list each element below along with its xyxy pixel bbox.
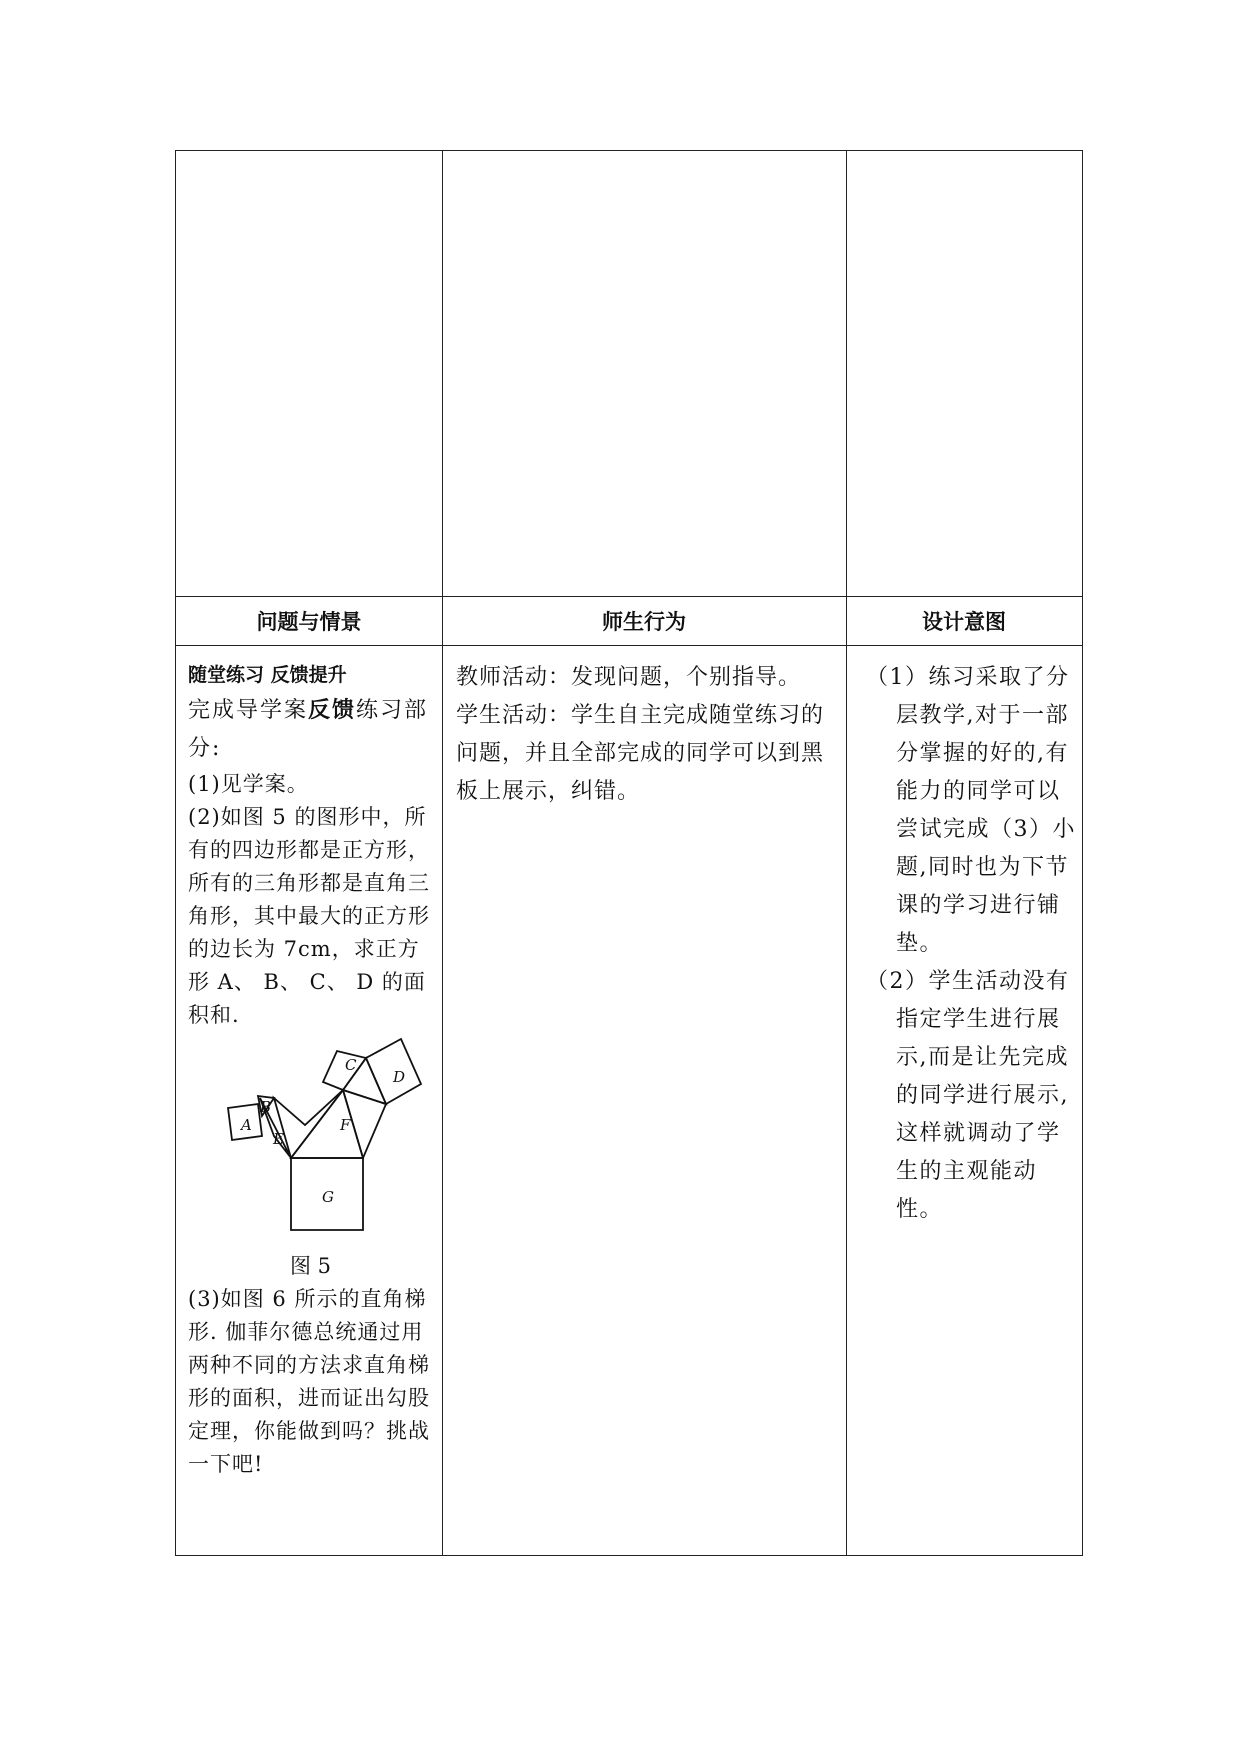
exercise-item-2: (2)如图 5 的图形中，所有的四边形都是正方形，所有的三角形都是直角三角形，其中最大的正方形的边长为 7cm，求正方形 A、 B、 C、 D 的面积和. <box>188 805 430 1027</box>
figure-5-caption: 图 5 <box>289 1254 332 1278</box>
label-a: A <box>241 1116 252 1134</box>
intent-item-1: （1）练习采取了分层教学,对于一部分掌握的好的,有能力的同学可以尝试完成（3）小题,同时也为下节课的学习进行铺垫。 <box>866 665 1076 956</box>
exercise-lead <box>188 692 433 768</box>
column-divider-2 <box>846 151 847 1555</box>
lead-post: 练习部分: <box>188 698 429 761</box>
problem-scene-cell <box>188 659 433 1481</box>
column-divider-1 <box>442 151 443 1555</box>
student-activity: 学生活动：学生自主完成随堂练习的问题，并且全部完成的同学可以到黑板上展示，纠错。 <box>456 703 825 804</box>
intent-item-2: （2）学生活动没有指定学生进行展示,而是让先完成的同学进行展示,这样就调动了学生的主观能动性。 <box>866 969 1070 1222</box>
exercise-item-1: (1)见学案。 <box>188 772 309 796</box>
label-c: C <box>345 1056 357 1074</box>
header-problem-scene: 问题与情景 <box>256 610 362 634</box>
figure-5-diagram <box>208 1038 438 1248</box>
label-b: B <box>260 1098 272 1116</box>
design-intent-cell <box>866 659 1078 1229</box>
label-e: E <box>273 1130 284 1148</box>
lead-bold: 反馈 <box>308 698 357 723</box>
label-g: G <box>322 1188 334 1206</box>
lead-pre: 完成导学案 <box>188 698 309 723</box>
exercise-title: 随堂练习 反馈提升 <box>188 664 347 686</box>
teacher-student-cell <box>456 659 846 811</box>
header-design-intent: 设计意图 <box>922 610 1006 634</box>
teacher-activity: 教师活动：发现问题，个别指导。 <box>456 665 802 690</box>
exercise-item-3: (3)如图 6 所示的直角梯形. 伽菲尔德总统通过用两种不同的方法求直角梯形的面积，进而证出勾股定理，你能做到吗？挑战一下吧! <box>188 1287 430 1476</box>
lesson-table <box>175 150 1083 1556</box>
label-d: D <box>393 1068 406 1086</box>
header-teacher-student: 师生行为 <box>602 610 686 634</box>
header-bottom-border <box>176 645 1082 646</box>
label-f: F <box>340 1116 351 1134</box>
